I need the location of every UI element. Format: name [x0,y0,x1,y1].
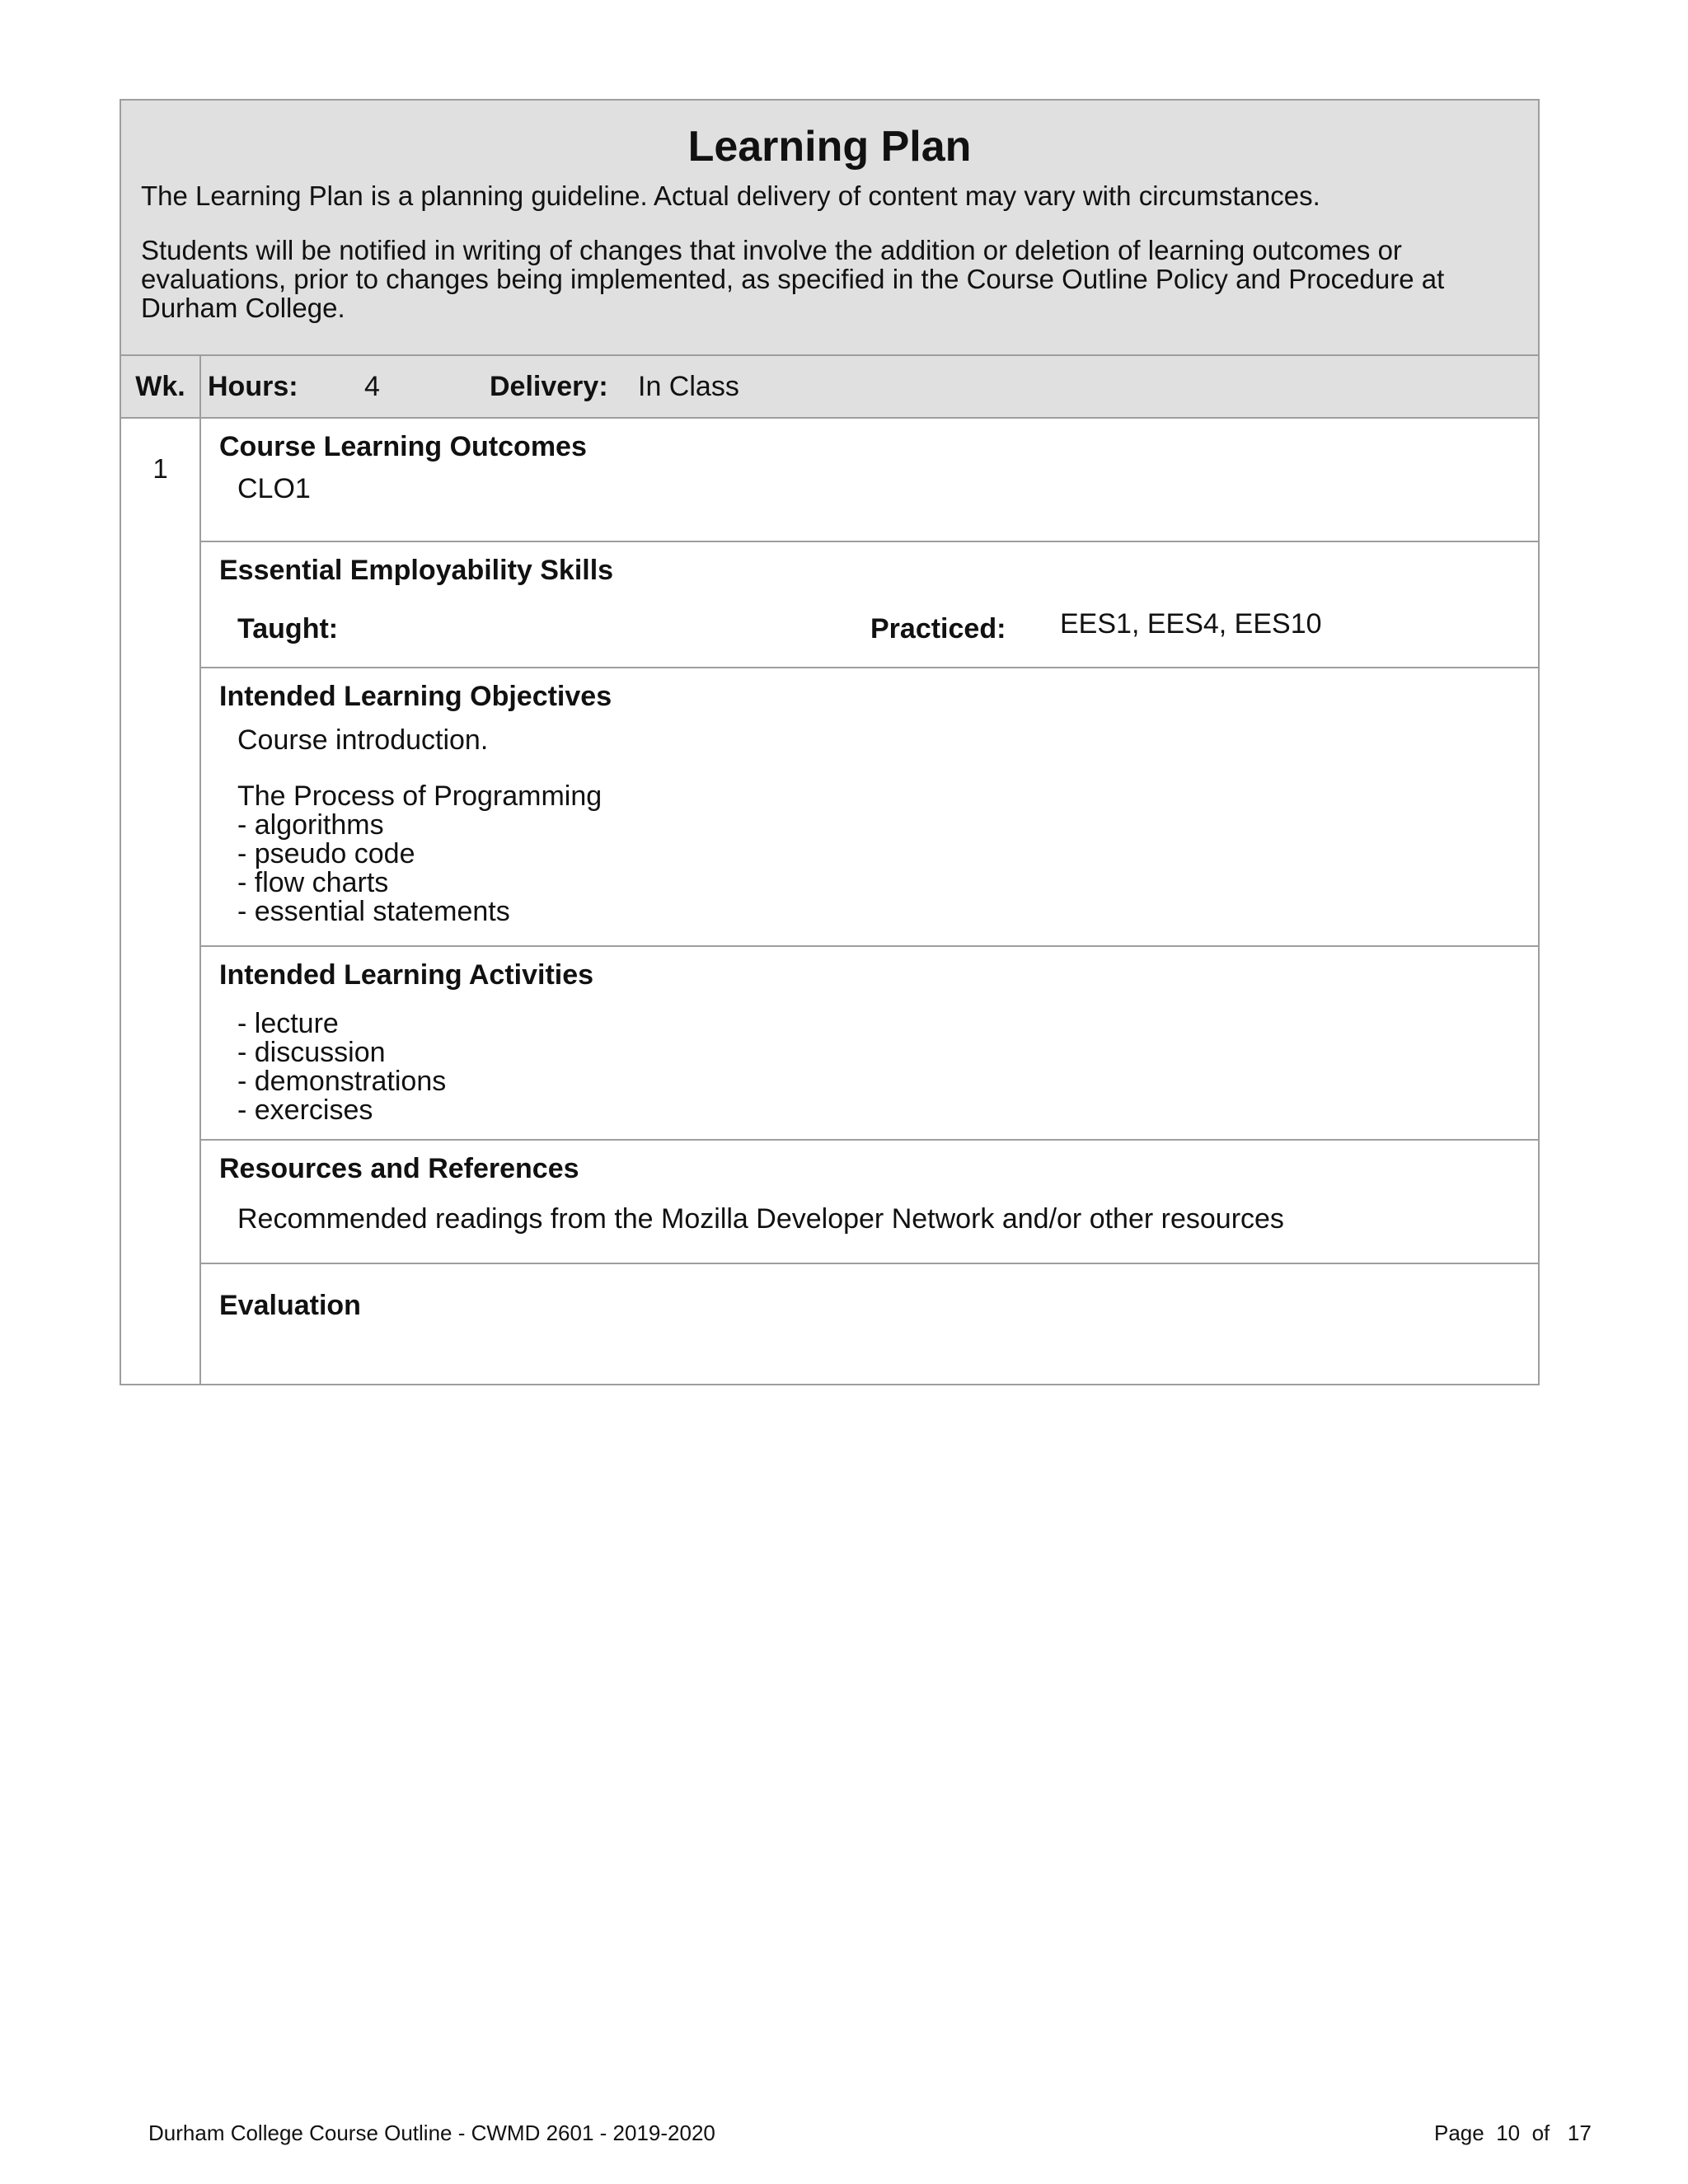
week-row [120,419,1540,1385]
resources-text: Recommended readings from the Mozilla Developer Network and/or other resources [237,1203,1284,1235]
footer-page-number [1434,2121,1592,2146]
learning-plan-document [120,99,1540,1385]
objective-line: The Process of Programming [237,780,603,812]
essential-employability-skills-section [201,542,1538,668]
activity-line: - demonstrations [237,1066,447,1097]
section-title: Intended Learning Objectives [219,681,612,712]
section-title: Course Learning Outcomes [219,431,587,462]
taught-label: Taught: [237,613,339,644]
week-column-header: Wk. [121,356,201,417]
planning-guideline-note: The Learning Plan is a planning guideline. Actual delivery of content may vary with circumstances. [141,180,1320,211]
hours-label: Hours: [208,370,298,402]
delivery-value: In Class [638,370,739,402]
activities-list [219,1010,1538,1125]
outcome-item: CLO1 [237,473,311,504]
intended-learning-objectives-section [201,668,1538,947]
total-pages: 17 [1567,2121,1592,2145]
resources-and-references-section [201,1141,1538,1264]
objectives-body [219,726,1538,926]
activity-line: - lecture [237,1008,339,1039]
section-title: Resources and References [219,1153,579,1184]
objectives-intro: Course introduction. [237,724,489,756]
hours-value: 4 [364,370,380,402]
week-number: 1 [121,419,201,1384]
practiced-value: EES1, EES4, EES10 [1060,608,1322,640]
activity-line: - exercises [237,1094,373,1126]
section-title: Intended Learning Activities [219,959,594,991]
of-label: of [1531,2121,1550,2145]
change-notice: Students will be notified in writing of changes that involve the addition or deletion of learning outcomes or evaluations, prior to changes being implemented, as specified in the Course Outline Policy and Procedure at Durham College. [141,235,1445,323]
section-title: Essential Employability Skills [219,555,614,586]
section-title: Evaluation [219,1290,361,1321]
delivery-label: Delivery: [490,370,608,402]
page-label: Page [1434,2121,1484,2145]
learning-plan-header [120,99,1540,356]
activity-line: - discussion [237,1037,386,1068]
week-info-bar [120,356,1540,419]
intended-learning-activities-section [201,947,1538,1141]
week-sections [201,419,1538,1384]
outcomes-list [219,475,1538,504]
page-title: Learning Plan [687,123,972,171]
objective-line: - flow charts [237,867,389,898]
course-learning-outcomes-section [201,419,1538,542]
objective-line: - algorithms [237,809,384,841]
objective-line: - pseudo code [237,838,415,869]
page-number: 10 [1496,2121,1521,2145]
evaluation-section [201,1264,1538,1384]
footer-course-info: Durham College Course Outline - CWMD 2601 - 2019-2020 [148,2121,715,2145]
objective-line: - essential statements [237,896,510,927]
practiced-label: Practiced: [870,613,1006,644]
